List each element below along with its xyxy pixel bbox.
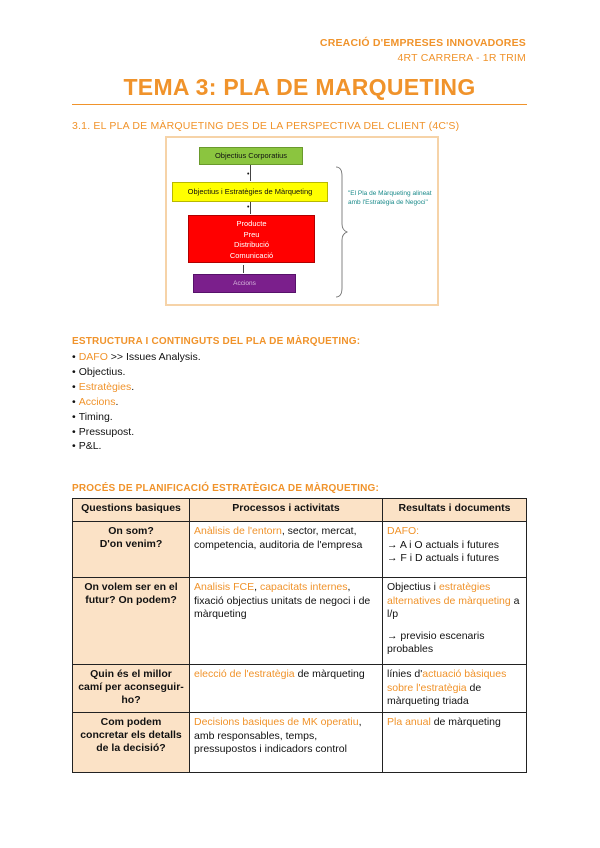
process-cell: Analisis FCE, capacitats internes, fixació objectius unitats de negoci i de màrqueting (190, 578, 383, 665)
structure-list (72, 350, 201, 454)
title-divider (72, 104, 527, 105)
header-course: CREACIÓ D'EMPRESES INNOVADORES (319, 37, 526, 49)
diagram-arrow (250, 165, 251, 181)
structure-heading: ESTRUCTURA I CONTINGUTS DEL PLA DE MÀRQUETING: (72, 336, 361, 347)
process-cell: Anàlisis de l'entorn, sector, mercat, competencia, auditoria de l'empresa (190, 522, 383, 578)
diagram-mix-item: Distribució (233, 240, 269, 249)
result-cell: DAFO: → A i O actuals i futures → F i D actuals i futures (383, 522, 527, 578)
marketing-plan-diagram (165, 136, 439, 306)
list-item: • Objectius. (72, 365, 201, 380)
table-row (73, 578, 527, 665)
diagram-box-actions: Accions (193, 274, 296, 293)
process-cell: elecció de l'estratègia de màrqueting (190, 665, 383, 713)
result-cell: línies d'actuació bàsiques sobre l'estratègia de màrqueting triada (383, 665, 527, 713)
column-header: Questions basiques (73, 499, 190, 522)
diagram-arrow-dot-icon: • (247, 204, 250, 211)
result-cell: Objectius i estratègies alternatives de màrqueting a l/p → previsio escenaris probables (383, 578, 527, 665)
column-header: Processos i activitats (190, 499, 383, 522)
question-cell: Com podem concretar els detalls de la decisió? (73, 713, 190, 773)
diagram-box-marketing-mix (188, 215, 315, 263)
header-term: 4RT CARRERA - 1R TRIM (397, 52, 526, 64)
diagram-bracket-icon (333, 166, 349, 298)
result-cell: Pla anual de màrqueting (383, 713, 527, 773)
process-heading: PROCÉS DE PLANIFICACIÓ ESTRATÈGICA DE MÀRQUETING: (72, 483, 380, 494)
list-item: • Pressupost. (72, 425, 201, 440)
list-item: • Estratègies. (72, 380, 201, 395)
diagram-box-corporate-objectives: Objectius Corporatius (199, 147, 303, 165)
table-row (73, 665, 527, 713)
column-header: Resultats i documents (383, 499, 527, 522)
question-cell: On volem ser en el futur? On podem? (73, 578, 190, 665)
process-cell: Decisions basiques de MK operatiu, amb responsables, temps, pressupostos i indicadors control (190, 713, 383, 773)
question-cell: On som? D'on venim? (73, 522, 190, 578)
table-row (73, 713, 527, 773)
list-item: • P&L. (72, 439, 201, 454)
table-header-row (73, 499, 527, 522)
diagram-arrow-dot-icon: • (247, 171, 250, 178)
diagram-mix-item: Producte (236, 219, 267, 228)
planning-process-table (72, 498, 527, 773)
diagram-arrow (250, 202, 251, 214)
table-row (73, 522, 527, 578)
question-cell: Quin és el millor camí per aconseguir-ho? (73, 665, 190, 713)
page-title: TEMA 3: PLA DE MARQUETING (123, 74, 476, 100)
diagram-mix-item: Comunicació (229, 250, 274, 260)
section-subtitle: 3.1. EL PLA DE MÀRQUETING DES DE LA PERSPECTIVA DEL CLIENT (4C'S) (72, 120, 460, 132)
diagram-box-marketing-objectives: Objectius i Estratègies de Màrqueting (172, 182, 328, 202)
list-item: • Accions. (72, 395, 201, 410)
diagram-mix-item: Preu (243, 229, 260, 239)
list-item: • Timing. (72, 410, 201, 425)
list-item: • DAFO >> Issues Analysis. (72, 350, 201, 365)
diagram-arrow (243, 265, 244, 273)
diagram-note: "El Pla de Màrqueting alineat amb l'Estratègia de Negoci" (348, 190, 432, 206)
